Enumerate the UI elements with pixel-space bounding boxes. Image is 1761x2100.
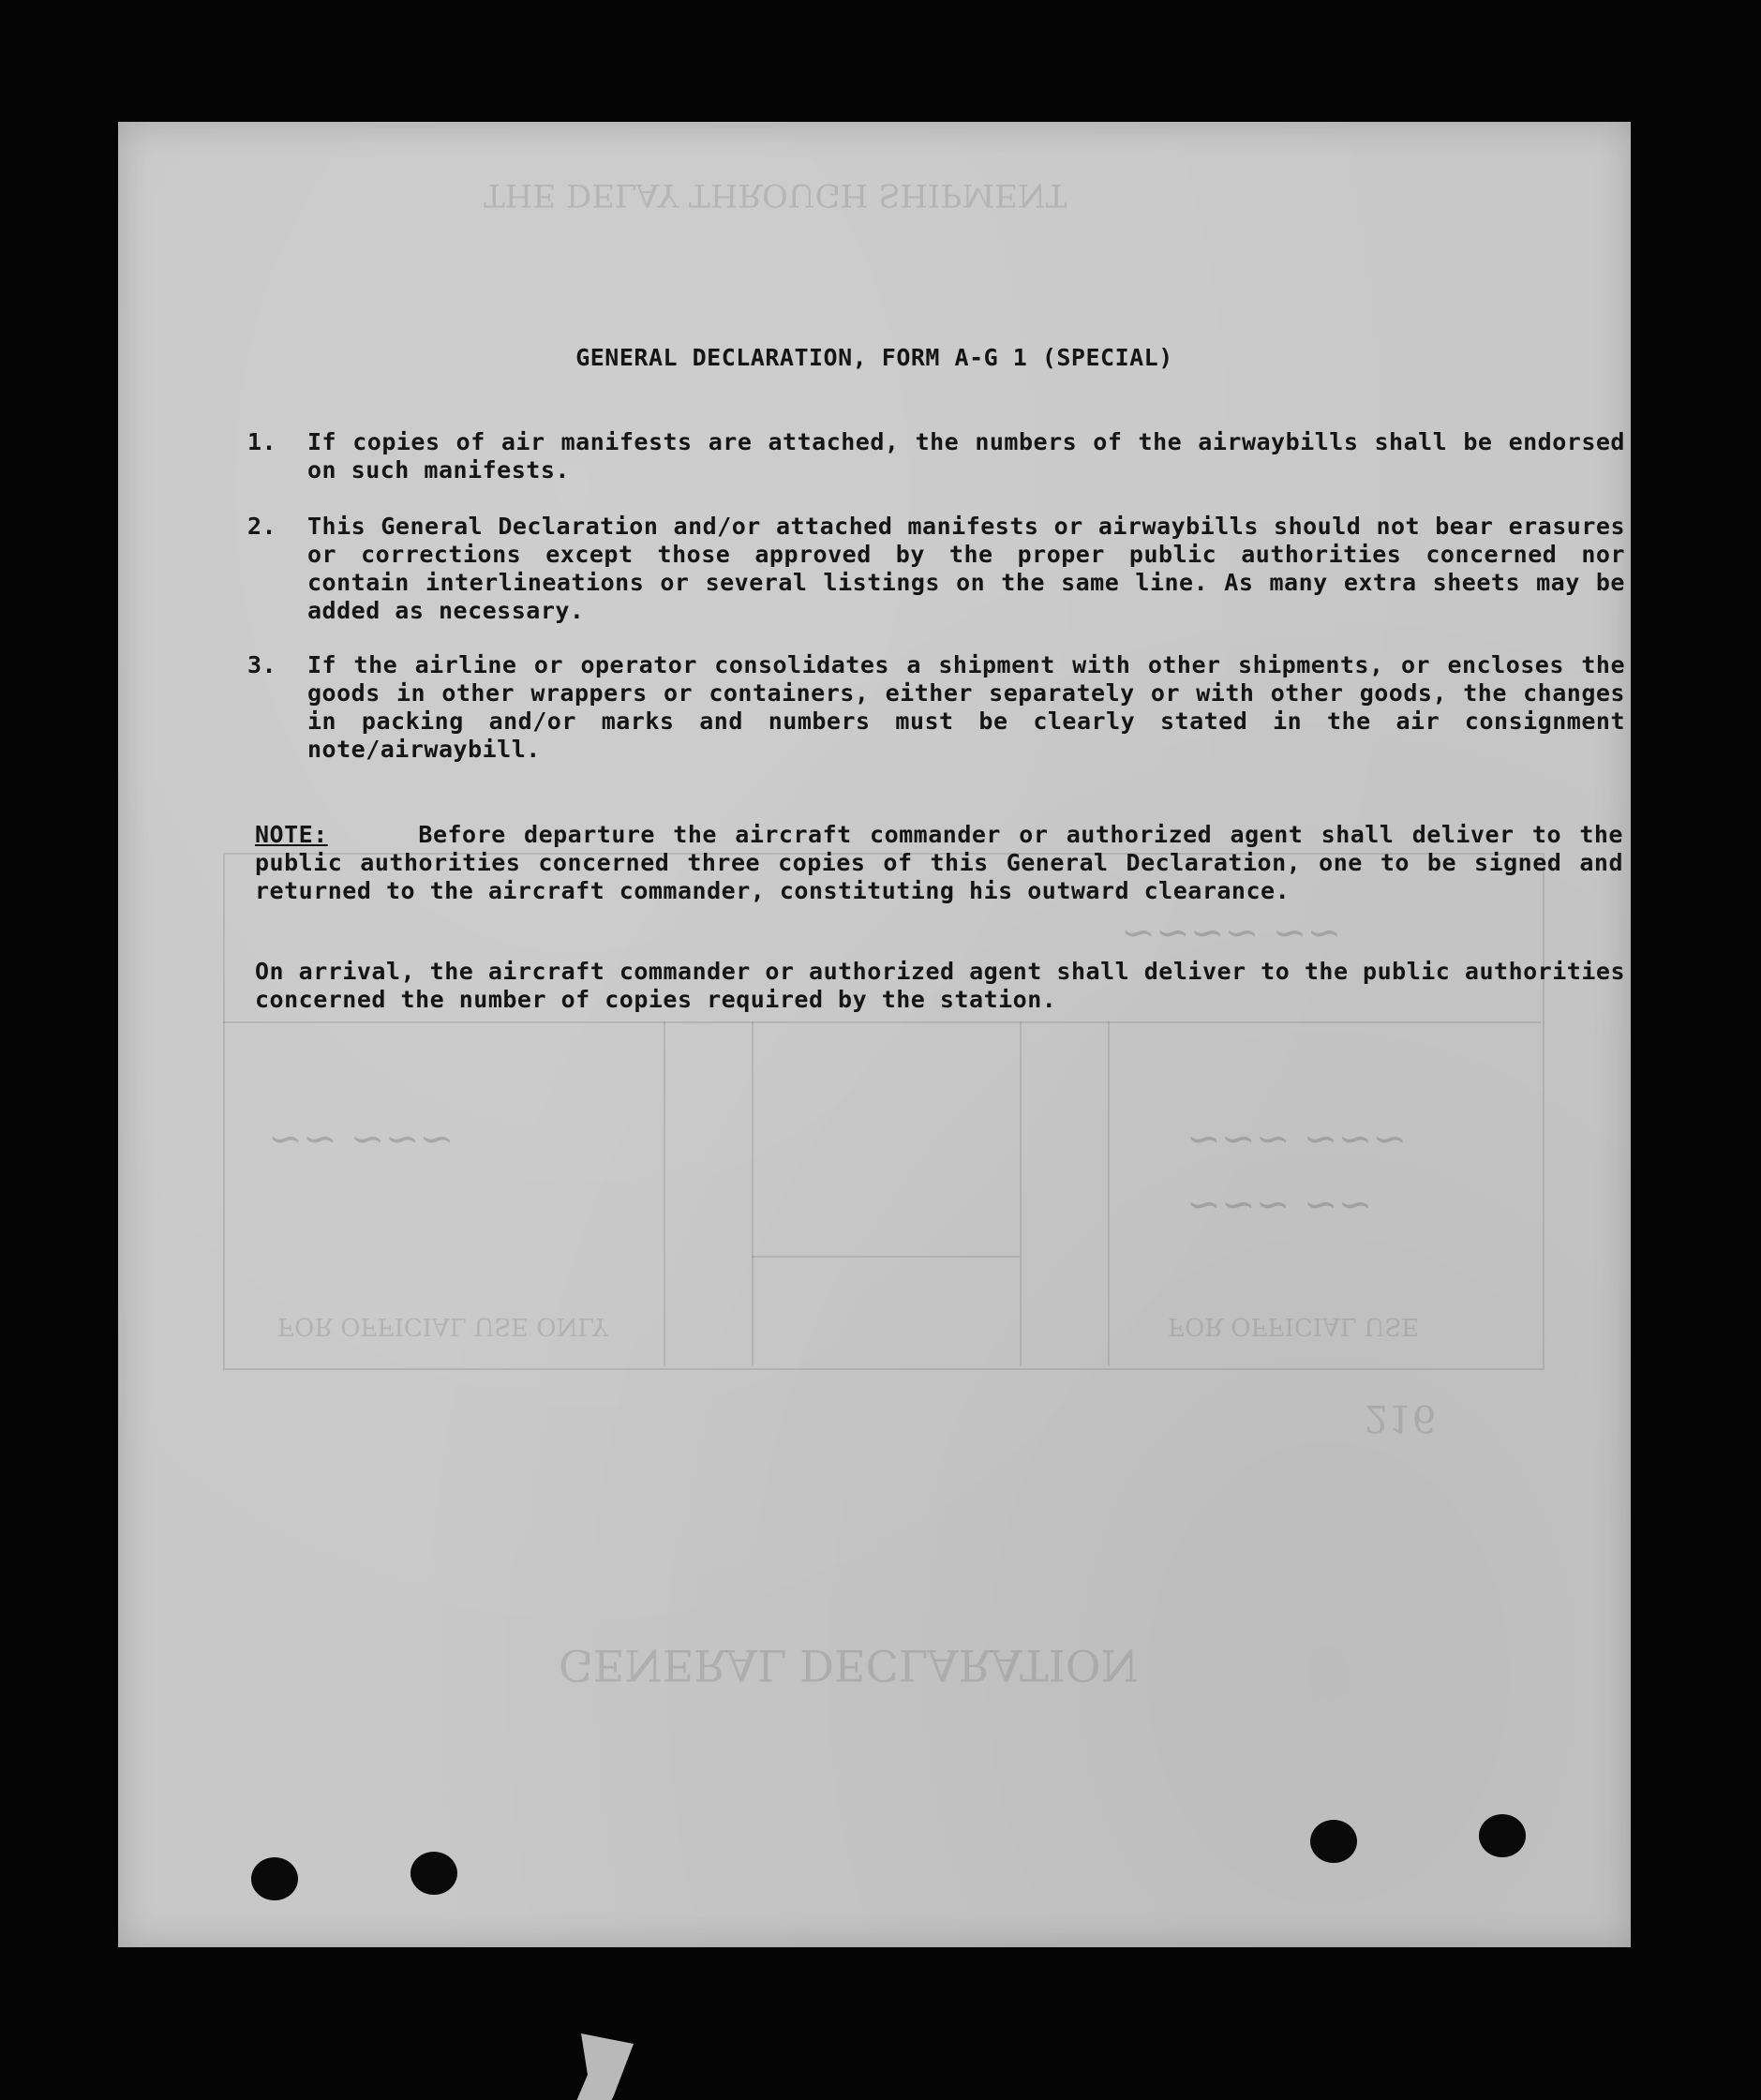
bleed-through-handwriting: ~~ ~~~~ — [1121, 909, 1342, 957]
bleed-through-line — [1020, 1021, 1022, 1366]
bleed-through-handwriting: ~~ ~~~ — [1186, 1181, 1373, 1229]
instruction-item — [247, 513, 1625, 625]
bleed-through-line — [752, 1256, 1020, 1258]
bleed-through-table — [223, 853, 1545, 1370]
bleed-through-line — [1108, 1021, 1110, 1366]
instruction-item — [247, 428, 1625, 484]
note-text: Before departure the aircraft commander or authorized agent shall deliver to the public authorities concerned three copies of this General Declaration, one to be signed and returned to the aircraft commander, constituting his outward clearance. — [255, 821, 1623, 904]
bleed-through-text: FOR OFFICIAL USE — [1168, 1312, 1420, 1340]
instruction-item — [247, 651, 1625, 764]
punch-hole — [410, 1852, 457, 1895]
page-title: GENERAL DECLARATION, FORM A-G 1 (SPECIAL) — [575, 344, 1173, 371]
instruction-number: 1. — [247, 428, 277, 455]
instruction-text: If the airline or operator consolidates a shipment with other shipments, or encloses the goods in other wrappers or containers, either separately or with other goods, the changes in packing and/or marks and numbers must be clearly stated in the air consignment note/airwaybill. — [307, 651, 1625, 763]
punch-hole — [251, 1857, 298, 1900]
torn-corner — [568, 2033, 634, 2100]
bleed-through-text: FOR OFFICIAL USE ONLY — [277, 1312, 609, 1340]
paper-sheet — [118, 122, 1631, 1947]
instruction-number: 3. — [247, 651, 277, 678]
bleed-through-handwriting: ~~~ ~~~ — [1186, 1115, 1408, 1163]
bleed-through-text: 216 — [1365, 1396, 1437, 1439]
bleed-through-handwriting: ~~~ ~~ — [268, 1115, 455, 1163]
bleed-through-line — [664, 1021, 665, 1366]
arrival-paragraph: On arrival, the aircraft commander or authorized agent shall deliver to the public authorities concerned the number of copies required by the station. — [255, 958, 1625, 1013]
instruction-number: 2. — [247, 513, 277, 540]
bleed-through-line — [223, 1021, 1541, 1023]
note-paragraph — [255, 821, 1623, 905]
bleed-through-text: THE DELAY THROUGH SHIPMENT — [484, 176, 1067, 214]
instruction-text: This General Declaration and/or attached manifests or airwaybills should not bear erasures or corrections except those approved by the proper public authorities concerned nor contain interlineations or several listings on the same line. As many extra sheets may be added as necessary. — [307, 513, 1625, 624]
bleed-through-line — [752, 1021, 754, 1366]
punch-hole — [1479, 1814, 1526, 1857]
instruction-text: If copies of air manifests are attached, the numbers of the airwaybills shall be endorsed on such manifests. — [307, 428, 1625, 484]
note-label: NOTE: — [255, 821, 328, 848]
bleed-through-text: GENERAL DECLARATION — [559, 1640, 1139, 1690]
punch-hole — [1310, 1820, 1357, 1863]
